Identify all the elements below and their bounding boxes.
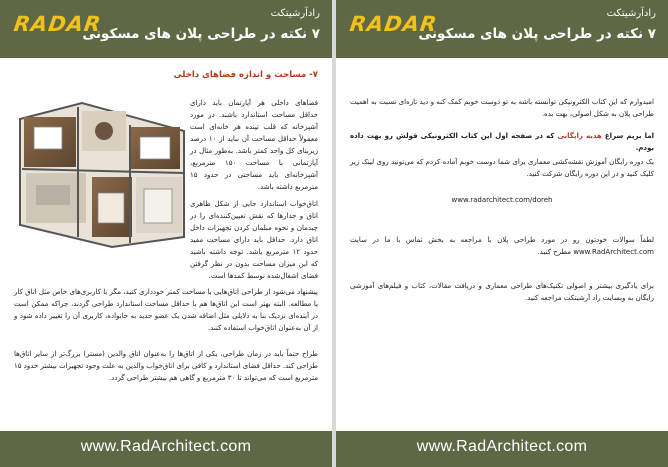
footer-url[interactable]: www.RadArchitect.com (80, 438, 252, 455)
brand-name: رادآرشیتکت (606, 8, 656, 19)
paragraph-questions: لطفاً سوالات خودتون رو در مورد طراحی پلان با مراجعه به بخش تماس با ما در سایت www.RadArchitect.com مطرح کنید. (350, 236, 654, 256)
page-title: ۷ نکته در طراحی پلان های مسکونی (418, 26, 656, 42)
left-page (0, 0, 332, 467)
footer-bar (336, 431, 668, 467)
section-heading: ۷- مساحت و اندازه فضاهای داخلی (173, 70, 318, 80)
header-bar (0, 0, 332, 58)
gift-text-a: اما بریم سراغ (601, 132, 654, 140)
paragraph-small-rooms: پیشنهاد می‌شود از طراحی اتاق‌هایی با مساحت کمتر خودداری کنید، مگر با کاربری‌های خاص مثل اتاق کار یا مطالعه. البته بهتر است این اتاق‌ها هم با حداقل مساحت استاندارد طراحی گردند، چراکه ممکن است در آینده‌ای نزدیک بنا به دلایلی مثل اضافه شدن یک عضو جدید به خانواده، کاربری آن را تغییر داده شود و از آن به‌عنوان اتاق‌خواب استفاده کنند. (14, 288, 318, 332)
text-beside-plan (190, 97, 318, 201)
paragraph-master-bedroom: طراح حتماً باید در زمان طراحی، یکی از اتاق‌ها را به‌عنوان اتاق والدین (مستر) بزرگ‌تر از سایر اتاق‌ها طراحی کند. حداقل فضای استاندارد و کافی برای اتاق‌خواب والدین به علت وجود تجهیزات بیشتر حدود ۱۵ مترمربع است که می‌تواند تا ۳۰ مترمربع و گاهی هم بیشتر طراحی گردد. (14, 350, 318, 382)
footer-url[interactable]: www.RadArchitect.com (416, 438, 588, 455)
course-link[interactable]: www.radarchitect.com/doreh (451, 196, 553, 204)
paragraph-gift (350, 130, 654, 154)
brand-name: رادآرشیتکت (270, 8, 320, 19)
section-heading-wrap (14, 70, 318, 88)
text-bedroom (14, 198, 318, 290)
gift-highlight: هدیه رایگانی (557, 132, 602, 140)
paragraph-learn-more: برای یادگیری بیشتر و اصولی تکنیک‌های طراحی معماری و دریافت مقالات، کتاب و فیلم‌های آموزشی رایگان به وبسایت راد آرشیتکت مراجعه کنید. (350, 282, 654, 302)
paragraph-intro: امیدوارم که این کتاب الکترونیکی توانسته باشه به تو دوست خوبم کمک کنه و دید تازه‌ای نسبت به اهمیت طراحی پلان به شکل اصولی، بهت بده. (350, 98, 654, 118)
page-title: ۷ نکته در طراحی پلان های مسکونی (82, 26, 320, 42)
paragraph-course: یک دوره رایگان آموزش نقشه‌کشی معماری برای شما دوست خوبم آماده کردم که می‌تونید روی لینک زیر کلیک کنید و در این دوره رایگان شرکت کنید. (350, 158, 654, 178)
logo: RADAR (348, 12, 439, 36)
logo: RADAR (12, 12, 103, 36)
header-bar (336, 0, 668, 58)
gift-text-b: که در صفحه اول این کتاب الکترونیکی قولش رو بهت داده بودم. (350, 132, 654, 152)
paragraph-kitchen: فضاهای داخلی هر آپارتمان باید دارای حداقل مساحت استاندارد باشند. در مورد آشپزخانه که قلب تپنده هر خانه‌ای است معمولاً حداقل مساحت آن نباید از ۱۰ درصد زیربنای کل واحد کمتر باشد. به‌طور مثال در آپارتمانی با مساحت ۱۵۰ مترمربع، آشپزخانه‌ای باید مساحتی در حدود ۱۵ مترمربع داشته باشد. (190, 99, 318, 191)
text-lower (14, 286, 318, 392)
footer-bar (0, 431, 332, 467)
right-page (336, 0, 668, 467)
paragraph-bedroom: اتاق‌خواب استاندارد جایی از شکل ظاهری اتاق و جدارها که نقش تعیین‌کننده‌ای را در چیدمان و نحوه مبلمان کردن تجهیزات داخل اتاق دارد. حداقل باید دارای مساحت مفید حدود ۱۲ مترمربع باشد. توجه داشته باشید که این میزان مساحت بدون در نظر گرفتن فضای اشغال‌شده توسط کمدها است. (190, 200, 318, 280)
right-content (350, 96, 654, 312)
